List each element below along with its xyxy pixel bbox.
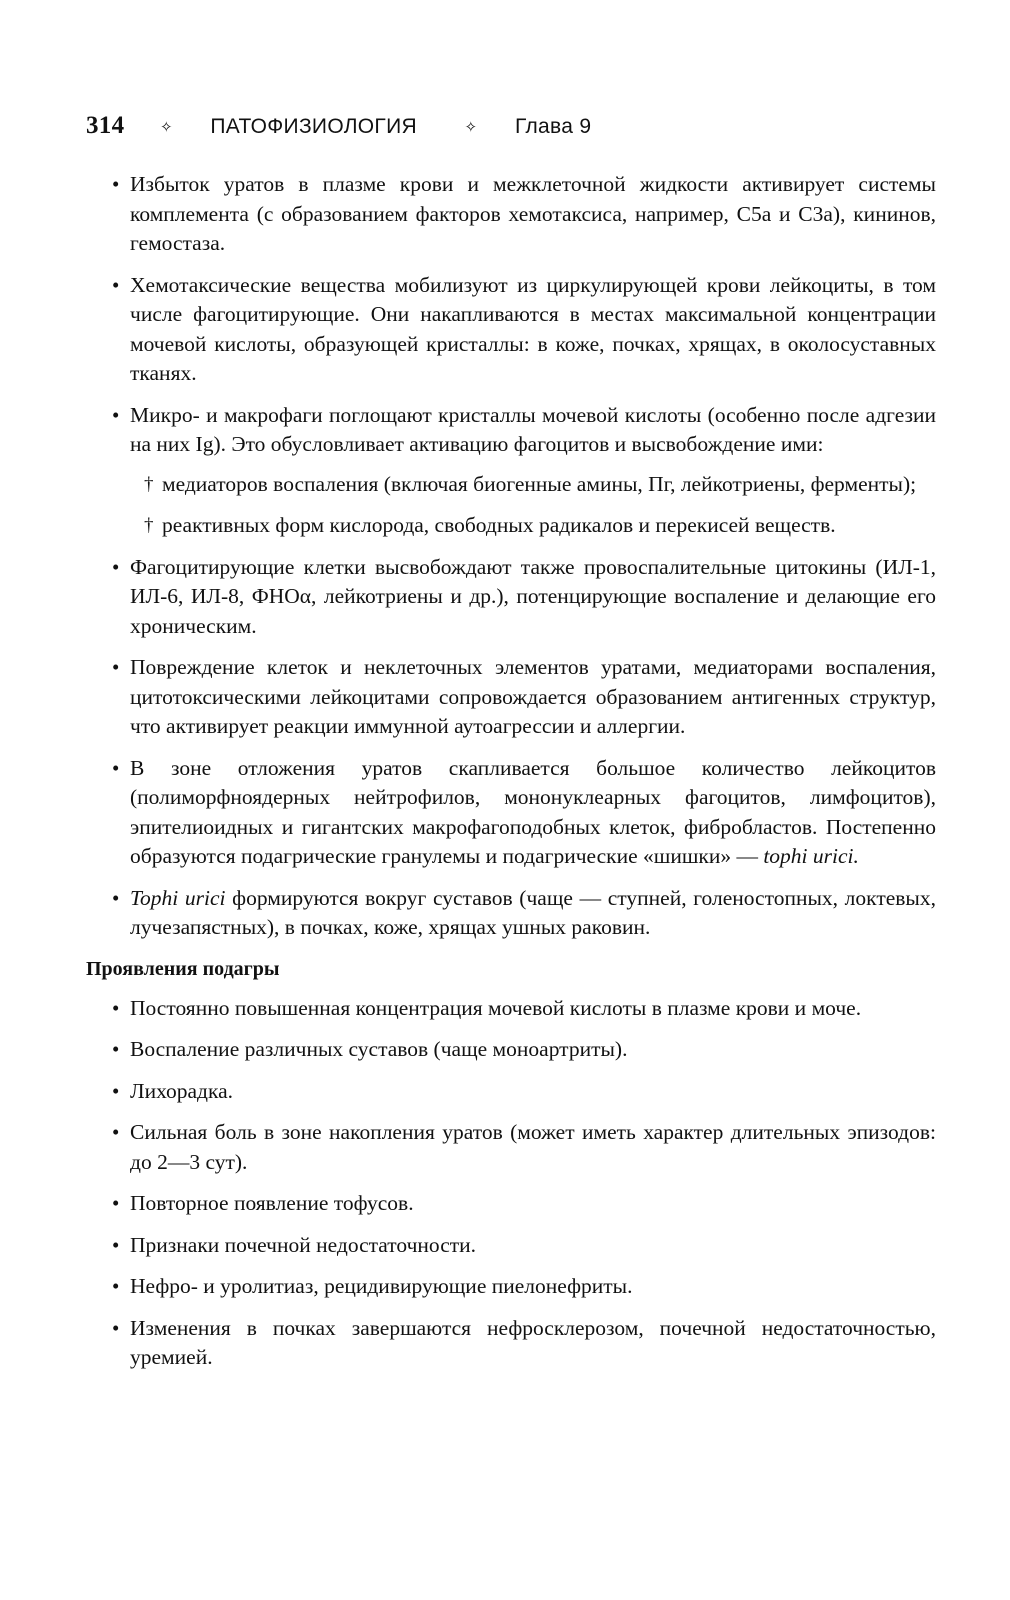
bullet-icon: • <box>112 755 120 780</box>
page-body <box>86 170 936 1385</box>
paragraph-text: Сильная боль в зоне накопления уратов (может иметь характер длительных эпизодов: до 2—3 сут). <box>130 1120 936 1174</box>
section-heading: Проявления подагры <box>86 957 280 980</box>
list-item <box>86 1189 936 1219</box>
bullet-icon: • <box>112 1274 120 1298</box>
dagger-icon: † <box>144 515 154 536</box>
chapter-label: Глава 9 <box>514 115 592 138</box>
pathogenesis-list <box>86 170 936 943</box>
paragraph-text: Постоянно повышенная концентрация мочевой кислоты в плазме крови и моче. <box>130 995 862 1020</box>
paragraph-text: Микро- и макрофаги поглощают кристаллы мочевой кислоты (особенно после адгезии на них Ig). Это обусловливает активацию фагоцитов и высвобождение ими: <box>130 402 936 456</box>
bullet-icon: • <box>112 1191 120 1215</box>
bullet-icon: • <box>112 402 120 427</box>
list-item <box>86 1314 936 1373</box>
sublist-text: реактивных форм кислорода, свободных радикалов и перекисей веществ. <box>162 513 836 537</box>
book-title: ПАТОФИЗИОЛОГИЯ <box>210 115 417 138</box>
bullet-icon: • <box>112 1078 120 1103</box>
list-item <box>86 884 936 943</box>
diamond-separator-icon: ✧ <box>464 119 478 136</box>
list-item <box>86 553 936 642</box>
bullet-icon: • <box>112 1315 120 1340</box>
bullet-icon: • <box>112 554 120 579</box>
paragraph-text: Фагоцитирующие клетки высвобождают также провоспалительные цитокины (ИЛ-1, ИЛ-6, ИЛ-8, ФНОα, лейкотриены и др.), потенцирующие воспаление и делающие его хроническим. <box>130 554 936 638</box>
diamond-separator-icon: ✧ <box>159 119 173 136</box>
list-item <box>86 401 936 541</box>
manifestations-list <box>86 994 936 1373</box>
paragraph-text: Повторное появление тофусов. <box>130 1191 414 1215</box>
list-item <box>86 170 936 259</box>
paragraph-text: Признаки почечной недостаточности. <box>130 1232 477 1257</box>
bullet-icon: • <box>112 1120 120 1144</box>
paragraph-text: формируются вокруг суставов (чаще — ступней, голеностопных, локтевых, лучезапястных), в почках, коже, хрящах ушных раковин. <box>130 885 936 939</box>
sublist-item <box>130 511 936 541</box>
page-number: 314 <box>86 112 125 139</box>
list-item <box>86 271 936 389</box>
bullet-icon: • <box>112 885 120 910</box>
paragraph-text: Лихорадка. <box>130 1078 234 1103</box>
paragraph-text: Воспаление различных суставов (чаще моноартриты). <box>130 1037 628 1061</box>
dagger-sublist <box>130 470 936 541</box>
latin-term: Tophi urici <box>130 885 226 910</box>
list-item <box>86 1035 936 1065</box>
running-head <box>86 112 591 146</box>
paragraph-text: В зоне отложения уратов скапливается большое количество лейкоцитов (полиморфноядерных нейтрофилов, мононуклеарных фагоцитов, лимфоцитов), эпителиоидных и гигантских макрофагоподобных клеток, фибробластов. Постепенно образуются подагрические гранулемы и подагрические «шишки» — <box>130 755 936 868</box>
paragraph-text: Повреждение клеток и неклеточных элементов уратами, медиаторами воспаления, цитотоксическими лейкоцитами сопровождается образованием антигенных структур, что активирует реакции иммунной аутоагрессии и аллергии. <box>130 655 936 738</box>
latin-term: tophi urici. <box>763 844 859 868</box>
sublist-text: медиаторов воспаления (включая биогенные амины, Пг, лейкотриены, ферменты); <box>162 471 917 496</box>
sublist-item <box>130 470 936 500</box>
paragraph-text: Изменения в почках завершаются нефросклерозом, почечной недостаточностью, уремией. <box>130 1315 936 1369</box>
list-item <box>86 1077 936 1107</box>
bullet-icon: • <box>112 172 120 196</box>
list-item <box>86 653 936 742</box>
list-item <box>86 1272 936 1302</box>
list-item <box>86 1118 936 1177</box>
list-item <box>86 994 936 1024</box>
paragraph-text: Нефро- и уролитиаз, рецидивирующие пиелонефриты. <box>130 1274 633 1298</box>
list-item <box>86 1231 936 1261</box>
dagger-icon: † <box>144 473 154 495</box>
bullet-icon: • <box>112 1037 120 1061</box>
bullet-icon: • <box>112 995 120 1020</box>
paragraph-text: Избыток уратов в плазме крови и межклеточной жидкости активирует системы комплемента (с образованием факторов хемотаксиса, например, С5а и С3а), кининов, гемостаза. <box>130 172 936 255</box>
paragraph-text: Хемотаксические вещества мобилизуют из циркулирующей крови лейкоциты, в том числе фагоцитирующие. Они накапливаются в местах максимальной концентрации мочевой кислоты, образующей кристаллы: в коже, почках, хрящах, в околосуставных тканях. <box>130 272 936 385</box>
bullet-icon: • <box>112 655 120 679</box>
bullet-icon: • <box>112 272 120 297</box>
list-item <box>86 754 936 872</box>
bullet-icon: • <box>112 1232 120 1257</box>
